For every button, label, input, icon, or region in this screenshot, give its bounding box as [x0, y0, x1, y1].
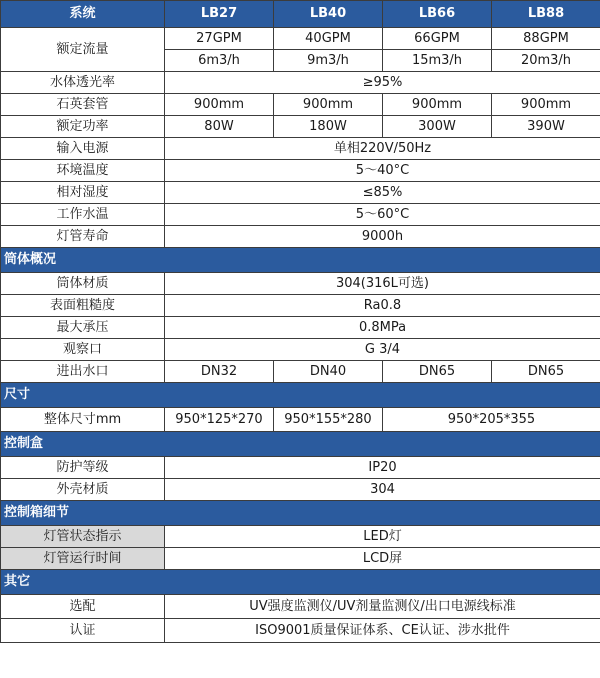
- rated-flow-m3h-lb27: 6m3/h: [165, 50, 274, 72]
- certification-label: 认证: [1, 619, 165, 643]
- rated-flow-m3h-lb40: 9m3/h: [274, 50, 383, 72]
- rated-flow-m3h-lb66: 15m3/h: [383, 50, 492, 72]
- inlet-outlet-lb88: DN65: [492, 361, 600, 383]
- inlet-outlet-lb27: DN32: [165, 361, 274, 383]
- roughness-label: 表面粗糙度: [1, 295, 165, 317]
- section-size-title: 尺寸: [1, 383, 600, 408]
- quartz-sleeve-lb66: 900mm: [383, 94, 492, 116]
- max-pressure-label: 最大承压: [1, 317, 165, 339]
- rated-power-row: [1, 116, 600, 138]
- roughness-value: Ra0.8: [165, 295, 600, 317]
- lamp-runtime-label: 灯管运行时间: [1, 548, 165, 570]
- rated-flow-gpm-lb40: 40GPM: [274, 28, 383, 50]
- options-row: [1, 595, 600, 619]
- body-material-label: 筒体材质: [1, 273, 165, 295]
- rated-flow-gpm-lb27: 27GPM: [165, 28, 274, 50]
- header-model-lb66: LB66: [383, 1, 492, 28]
- inlet-outlet-row: [1, 361, 600, 383]
- water-temp-value: 5～60°C: [165, 204, 600, 226]
- shell-material-value: 304: [165, 479, 600, 501]
- ambient-temp-row: [1, 160, 600, 182]
- overall-size-lb27: 950*125*270: [165, 408, 274, 432]
- quartz-sleeve-label: 石英套管: [1, 94, 165, 116]
- rated-flow-gpm-lb88: 88GPM: [492, 28, 600, 50]
- uv-transmittance-value: ≥95%: [165, 72, 600, 94]
- input-power-label: 输入电源: [1, 138, 165, 160]
- header-model-lb40: LB40: [274, 1, 383, 28]
- humidity-value: ≤85%: [165, 182, 600, 204]
- section-control-detail-title: 控制箱细节: [1, 501, 600, 526]
- section-body-title: 筒体概况: [1, 248, 600, 273]
- protection-row: [1, 457, 600, 479]
- sight-port-label: 观察口: [1, 339, 165, 361]
- quartz-sleeve-row: [1, 94, 600, 116]
- options-label: 选配: [1, 595, 165, 619]
- lamp-life-row: [1, 226, 600, 248]
- header-model-lb88: LB88: [492, 1, 600, 28]
- rated-power-lb40: 180W: [274, 116, 383, 138]
- input-power-value: 单相220V/50Hz: [165, 138, 600, 160]
- humidity-label: 相对湿度: [1, 182, 165, 204]
- section-size: [1, 383, 600, 408]
- overall-size-lb40: 950*155*280: [274, 408, 383, 432]
- shell-material-row: [1, 479, 600, 501]
- sight-port-value: G 3/4: [165, 339, 600, 361]
- section-other: [1, 570, 600, 595]
- section-body-overview: [1, 248, 600, 273]
- lamp-runtime-row: [1, 548, 600, 570]
- header-system: 系统: [1, 1, 165, 28]
- shell-material-label: 外壳材质: [1, 479, 165, 501]
- lamp-life-label: 灯管寿命: [1, 226, 165, 248]
- overall-size-row: [1, 408, 600, 432]
- rated-flow-row: [1, 28, 600, 50]
- inlet-outlet-lb40: DN40: [274, 361, 383, 383]
- inlet-outlet-lb66: DN65: [383, 361, 492, 383]
- quartz-sleeve-lb40: 900mm: [274, 94, 383, 116]
- max-pressure-row: [1, 317, 600, 339]
- header-model-lb27: LB27: [165, 1, 274, 28]
- section-control-box: [1, 432, 600, 457]
- protection-value: IP20: [165, 457, 600, 479]
- max-pressure-value: 0.8MPa: [165, 317, 600, 339]
- lamp-status-value: LED灯: [165, 526, 600, 548]
- inlet-outlet-label: 进出水口: [1, 361, 165, 383]
- lamp-status-label: 灯管状态指示: [1, 526, 165, 548]
- body-material-row: [1, 273, 600, 295]
- overall-size-label: 整体尺寸mm: [1, 408, 165, 432]
- certification-value: ISO9001质量保证体系、CE认证、涉水批件: [165, 619, 600, 643]
- quartz-sleeve-lb88: 900mm: [492, 94, 600, 116]
- humidity-row: [1, 182, 600, 204]
- certification-row: [1, 619, 600, 643]
- body-material-value: 304(316L可选): [165, 273, 600, 295]
- rated-power-label: 额定功率: [1, 116, 165, 138]
- rated-power-lb88: 390W: [492, 116, 600, 138]
- lamp-life-value: 9000h: [165, 226, 600, 248]
- rated-flow-m3h-lb88: 20m3/h: [492, 50, 600, 72]
- lamp-runtime-value: LCD屏: [165, 548, 600, 570]
- overall-size-lb66-lb88: 950*205*355: [383, 408, 600, 432]
- protection-label: 防护等级: [1, 457, 165, 479]
- rated-flow-label: 额定流量: [1, 28, 165, 72]
- uv-transmittance-label: 水体透光率: [1, 72, 165, 94]
- section-control-box-title: 控制盒: [1, 432, 600, 457]
- quartz-sleeve-lb27: 900mm: [165, 94, 274, 116]
- input-power-row: [1, 138, 600, 160]
- section-other-title: 其它: [1, 570, 600, 595]
- rated-flow-gpm-lb66: 66GPM: [383, 28, 492, 50]
- roughness-row: [1, 295, 600, 317]
- rated-power-lb27: 80W: [165, 116, 274, 138]
- ambient-temp-value: 5～40°C: [165, 160, 600, 182]
- water-temp-label: 工作水温: [1, 204, 165, 226]
- ambient-temp-label: 环境温度: [1, 160, 165, 182]
- uv-transmittance-row: [1, 72, 600, 94]
- section-control-detail: [1, 501, 600, 526]
- lamp-status-row: [1, 526, 600, 548]
- header-row: [1, 1, 600, 28]
- rated-power-lb66: 300W: [383, 116, 492, 138]
- options-value: UV强度监测仪/UV剂量监测仪/出口电源线标准: [165, 595, 600, 619]
- sight-port-row: [1, 339, 600, 361]
- water-temp-row: [1, 204, 600, 226]
